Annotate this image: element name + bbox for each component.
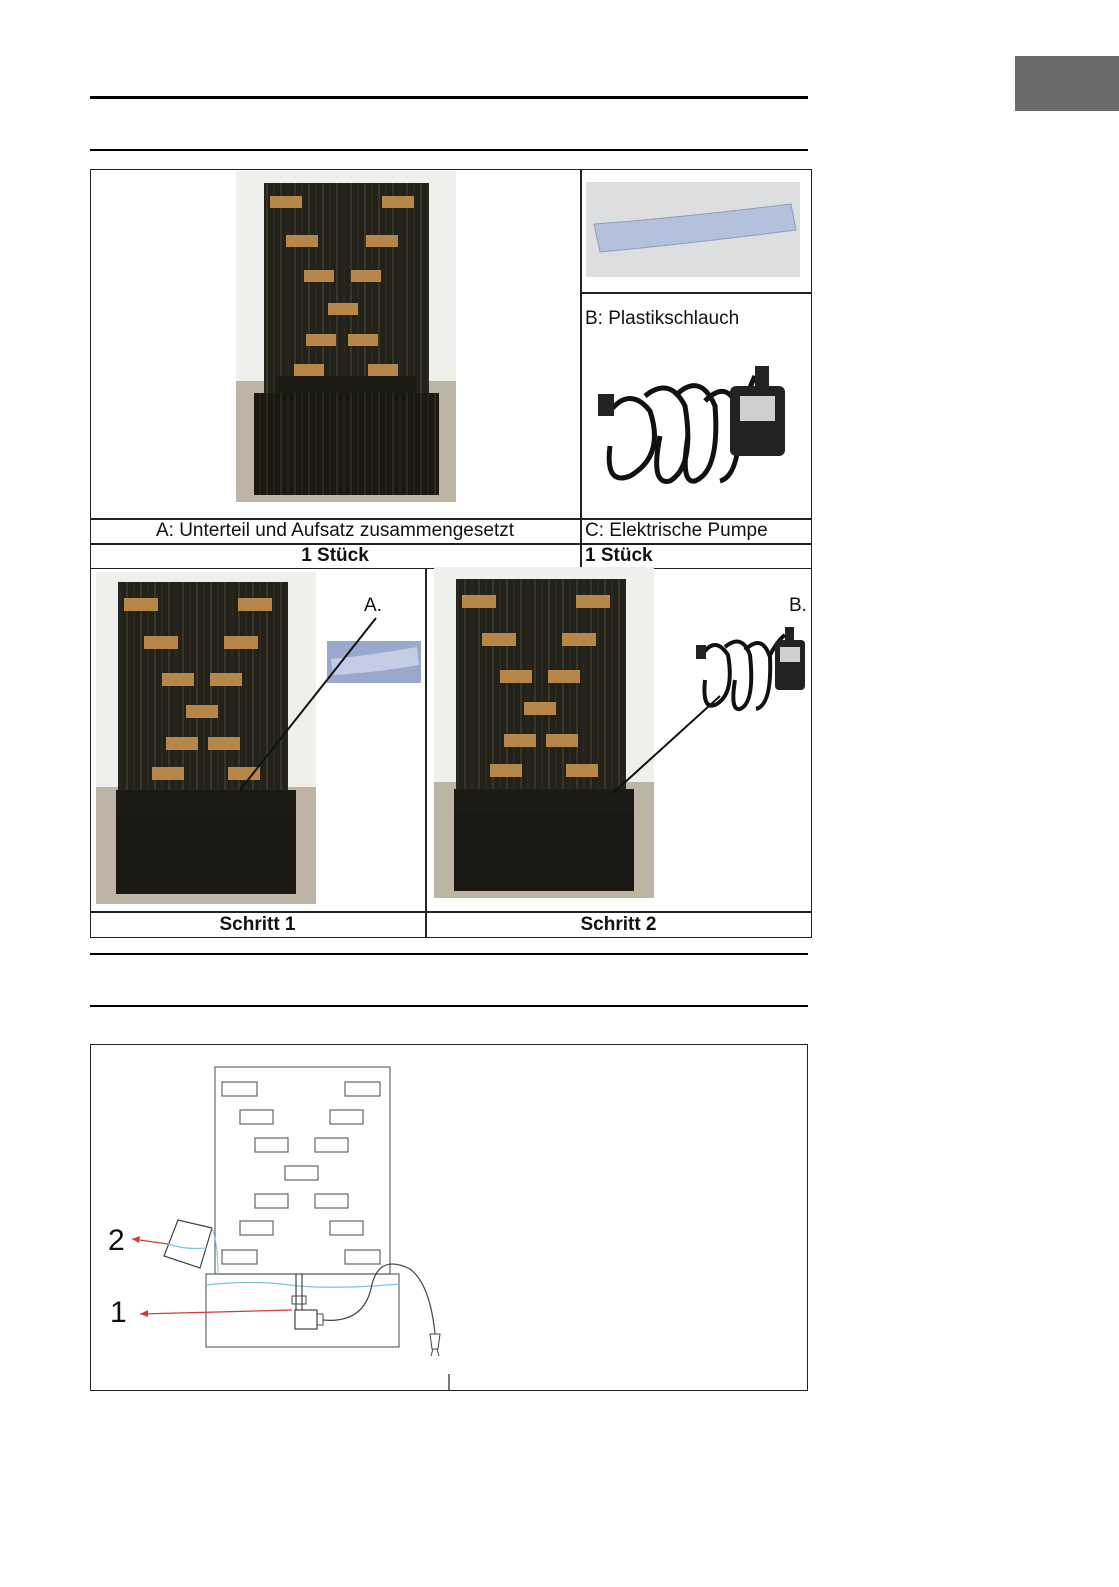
part-b-caption: B: Plastikschlauch [585, 308, 740, 329]
section-rule-2 [90, 953, 808, 955]
diagram-label-2: 2 [108, 1224, 125, 1257]
parts-table-rule-b [580, 292, 812, 294]
parts-table-divider [580, 169, 582, 569]
part-c-caption: C: Elektrische Pumpe [585, 520, 768, 541]
step1-label: Schritt 1 [219, 914, 296, 935]
fountain-diagram [90, 1044, 808, 1391]
diagram-label-1: 1 [110, 1296, 127, 1329]
hose-photo-b [586, 182, 800, 277]
part-a-quantity: 1 Stück [301, 545, 369, 566]
pump-photo-c [590, 356, 795, 501]
header-rule [90, 96, 808, 99]
part-bc-quantity: 1 Stück [585, 545, 653, 566]
fountain-photo-a [236, 171, 456, 502]
step1-callout-a: A. [364, 595, 382, 616]
step1-callout-line [90, 568, 426, 912]
part-a-caption: A: Unterteil und Aufsatz zusammengesetzt [155, 520, 514, 541]
step2-callout-line [426, 568, 812, 912]
chapter-tab-marker [1015, 56, 1119, 111]
step2-callout-b: B. [789, 595, 807, 616]
section-rule-3 [90, 1005, 808, 1007]
section-rule-1 [90, 149, 808, 151]
step2-label: Schritt 2 [580, 914, 657, 935]
